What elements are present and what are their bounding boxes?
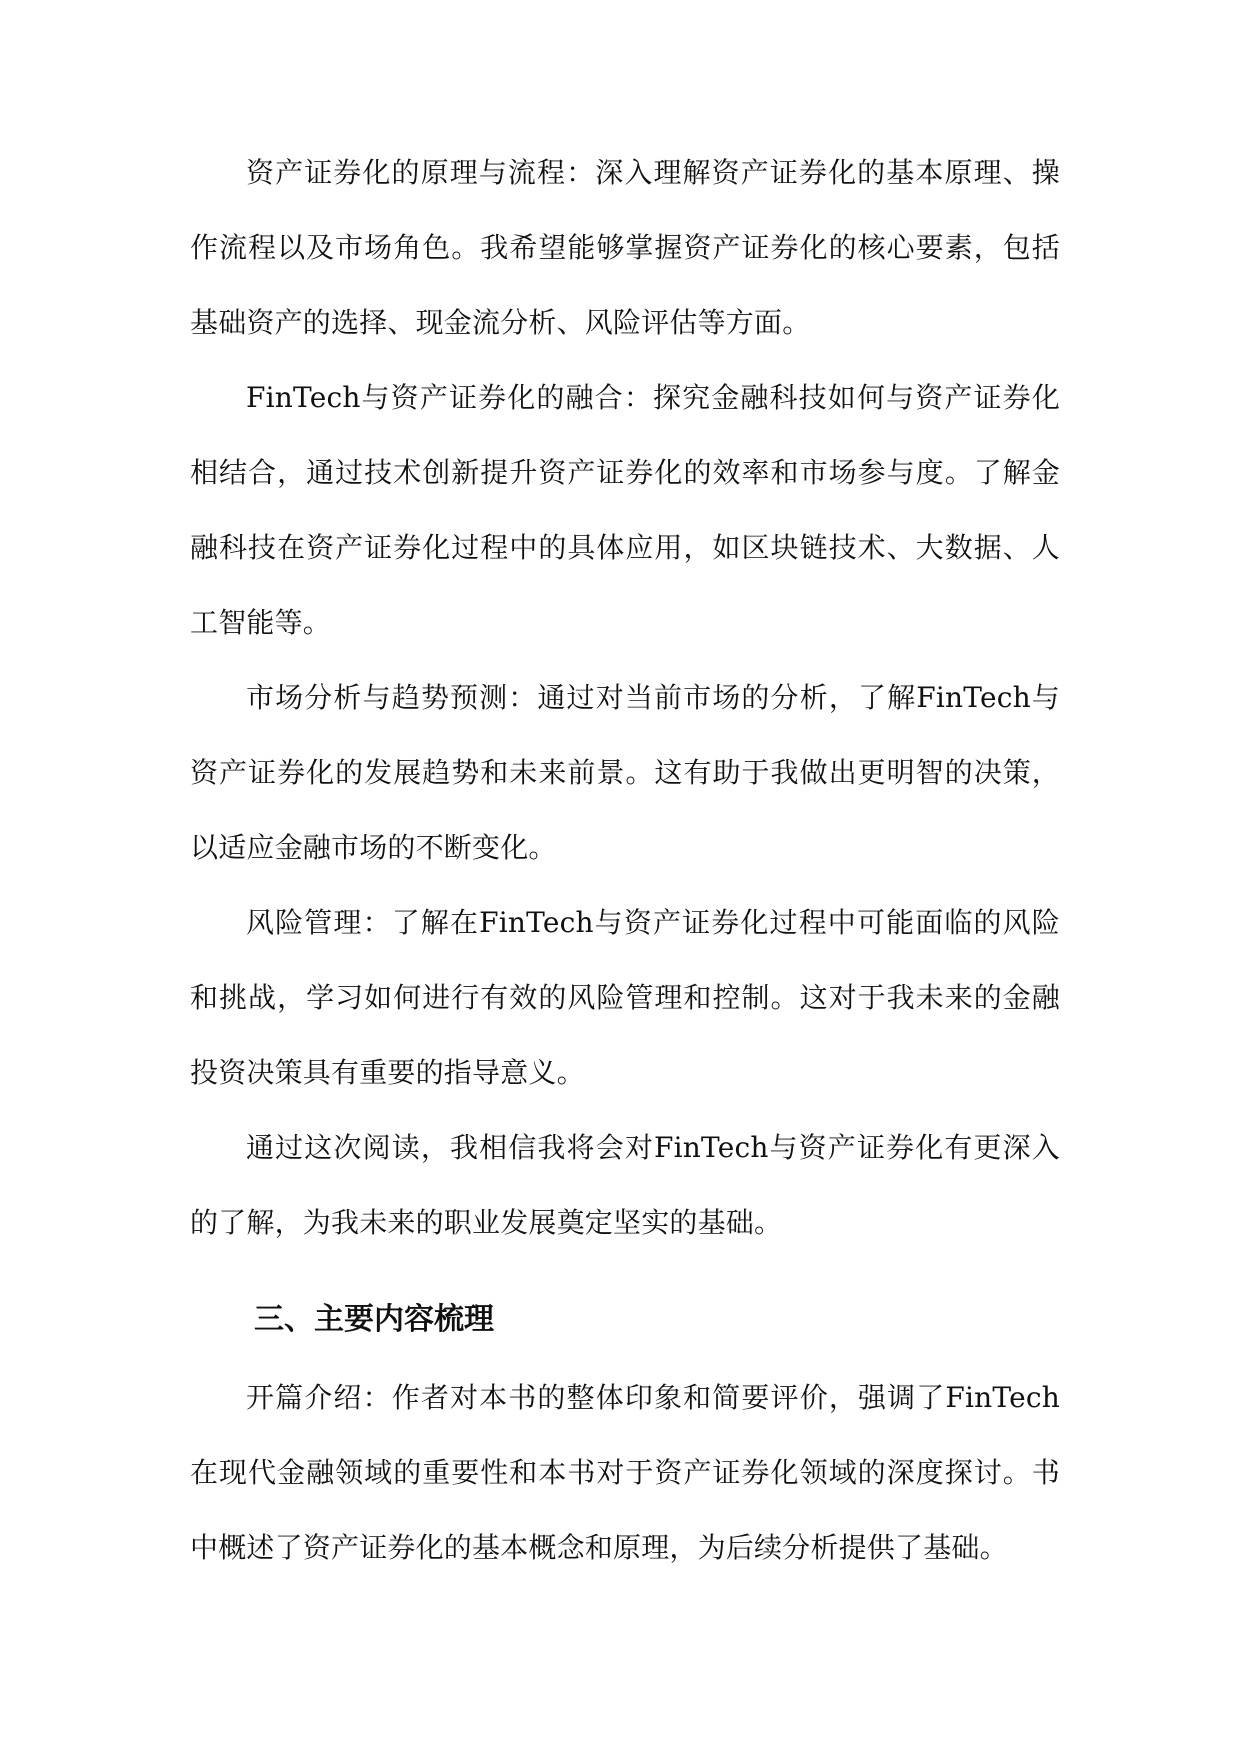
document-body xyxy=(190,135,1060,1585)
paragraph-risk-management: 风险管理：了解在FinTech与资产证券化过程中可能面临的风险和挑战，学习如何进行有效的风险管理和控制。这对于我未来的金融投资决策具有重要的指导意义。 xyxy=(190,906,1060,1089)
paragraph-market-analysis: 市场分析与趋势预测：通过对当前市场的分析，了解FinTech与资产证券化的发展趋势和未来前景。这有助于我做出更明智的决策，以适应金融市场的不断变化。 xyxy=(190,681,1060,864)
paragraph-opening-introduction: 开篇介绍：作者对本书的整体印象和简要评价，强调了FinTech在现代金融领域的重要性和本书对于资产证券化领域的深度探讨。书中概述了资产证券化的基本概念和原理，为后续分析提供了基础。 xyxy=(190,1381,1060,1564)
paragraph-reading-goal: 通过这次阅读，我相信我将会对FinTech与资产证券化有更深入的了解，为我未来的职业发展奠定坚实的基础。 xyxy=(190,1131,1060,1239)
heading-spacer xyxy=(190,1260,1060,1270)
paragraph-securitization-principles: 资产证券化的原理与流程：深入理解资产证券化的基本原理、操作流程以及市场角色。我希望能够掌握资产证券化的核心要素，包括基础资产的选择、现金流分析、风险评估等方面。 xyxy=(190,156,1060,339)
section-heading: 三、主要内容梳理 xyxy=(254,1302,494,1337)
paragraph-fintech-integration: FinTech与资产证券化的融合：探究金融科技如何与资产证券化相结合，通过技术创新提升资产证券化的效率和市场参与度。了解金融科技在资产证券化过程中的具体应用，如区块链技术、大数据、人工智能等。 xyxy=(190,381,1060,639)
